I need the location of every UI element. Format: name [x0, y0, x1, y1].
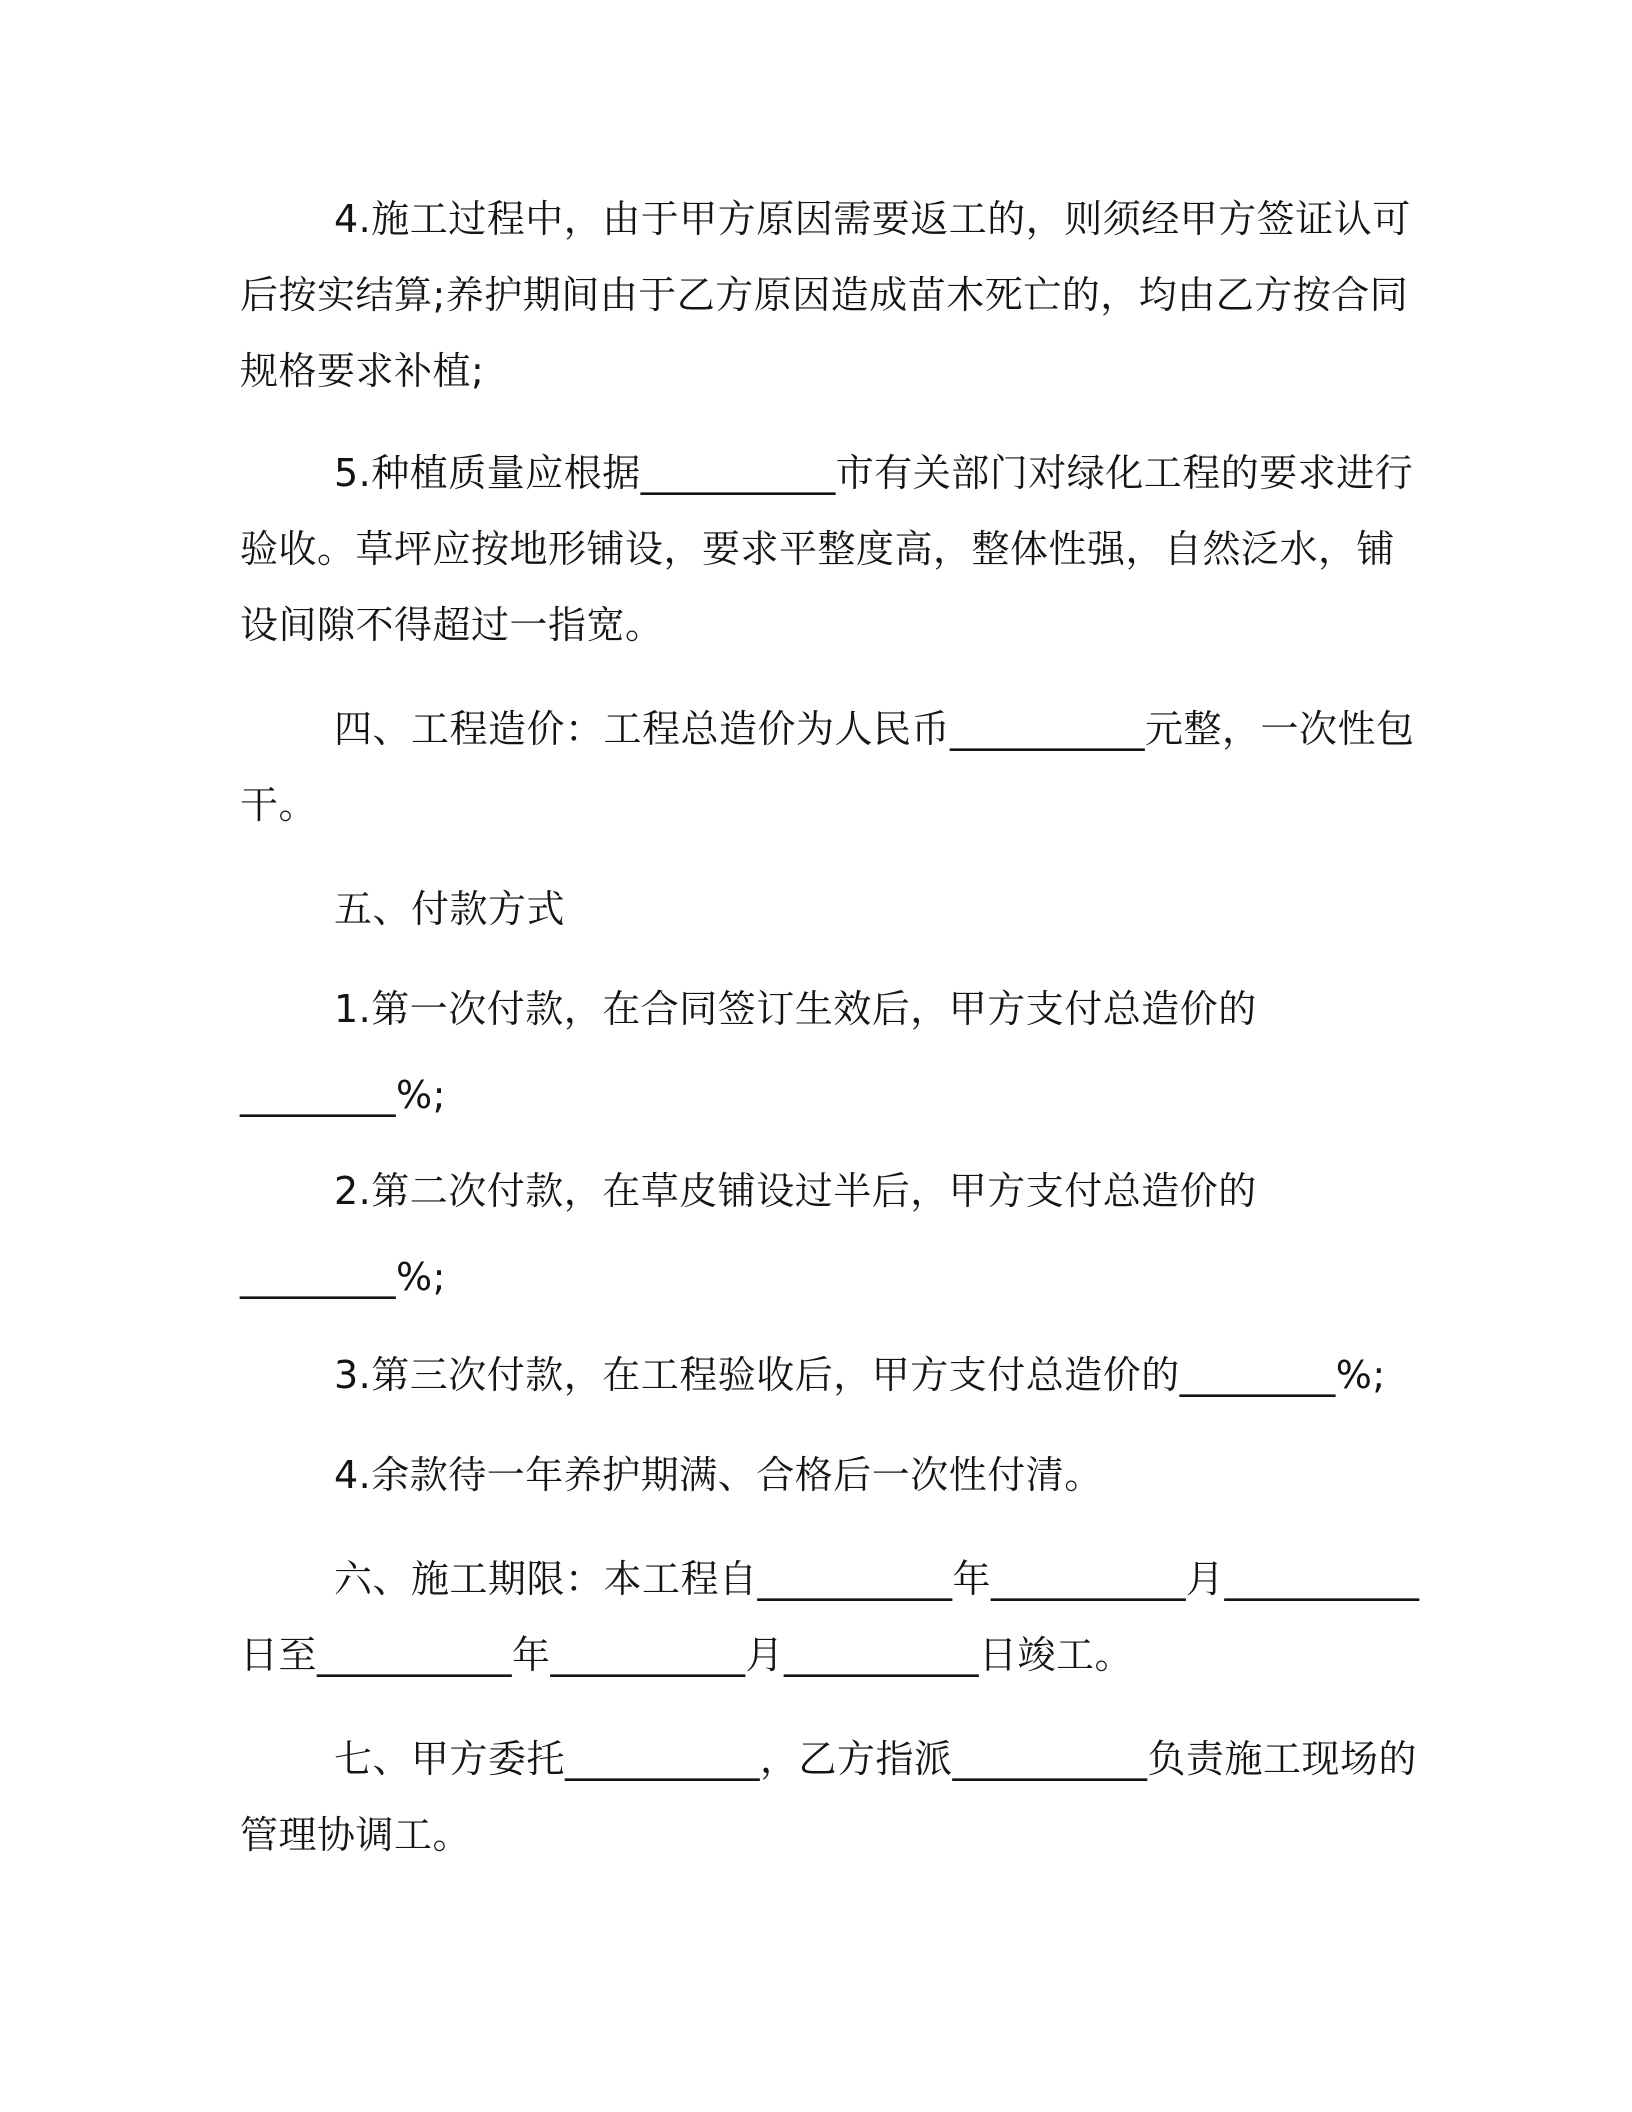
section-6-line-2: 日至__________年__________月__________日竣工。: [240, 1633, 1134, 1677]
clause-5-line-2: 验收。草坪应按地形铺设，要求平整度高，整体性强，自然泛水，铺: [240, 527, 1396, 571]
clause-4-line-2: 后按实结算;养护期间由于乙方原因造成苗木死亡的，均由乙方按合同: [240, 273, 1409, 317]
section-4-line-2: 干。: [240, 783, 318, 827]
section-6-line-1: 六、施工期限：本工程自__________年__________月__________: [334, 1557, 1420, 1601]
section-7-line-2: 管理协调工。: [240, 1813, 472, 1857]
clause-4-line-3: 规格要求补植;: [240, 349, 485, 393]
section-7-line-1: 七、甲方委托__________，乙方指派__________负责施工现场的: [334, 1737, 1418, 1781]
payment-1-line-2: ________%;: [240, 1073, 446, 1117]
clause-4-line-1: 4.施工过程中，由于甲方原因需要返工的，则须经甲方签证认可: [334, 197, 1411, 241]
clause-5-line-3: 设间隙不得超过一指宽。: [240, 603, 664, 647]
clause-5-line-1: 5.种植质量应根据__________市有关部门对绿化工程的要求进行: [334, 451, 1414, 495]
section-5-heading: 五、付款方式: [334, 887, 566, 931]
payment-1-line-1: 1.第一次付款，在合同签订生效后，甲方支付总造价的: [334, 987, 1257, 1031]
section-4-line-1: 四、工程造价：工程总造价为人民币__________元整，一次性包: [334, 707, 1415, 751]
payment-2-line-2: ________%;: [240, 1255, 446, 1299]
payment-3-line: 3.第三次付款，在工程验收后，甲方支付总造价的________%;: [334, 1353, 1386, 1397]
payment-2-line-1: 2.第二次付款，在草皮铺设过半后，甲方支付总造价的: [334, 1169, 1257, 1213]
payment-4-line: 4.余款待一年养护期满、合格后一次性付清。: [334, 1453, 1103, 1497]
